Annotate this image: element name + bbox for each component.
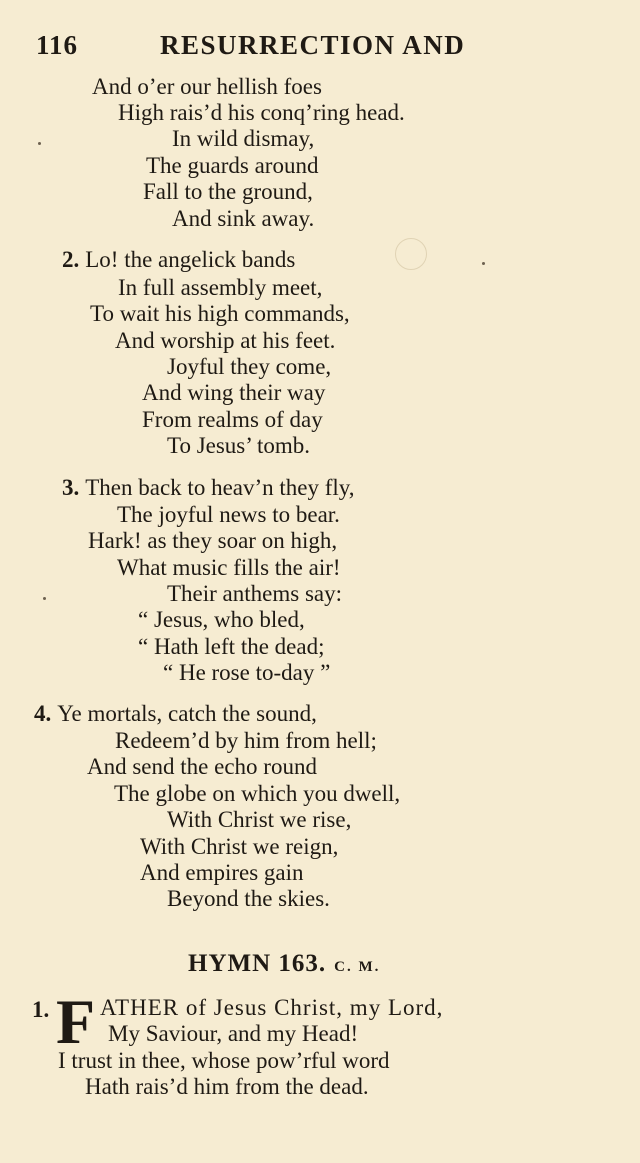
paper-speck	[482, 262, 485, 265]
verse-line-first: 2. Lo! the angelick bands	[62, 247, 296, 272]
verse-line: And wing their way	[142, 380, 326, 405]
verse-line: “ Jesus, who bled,	[138, 607, 305, 632]
verse-line: And worship at his feet.	[115, 328, 336, 353]
verse-line: “ He rose to-day ”	[163, 660, 331, 685]
verse-number: 2.	[62, 247, 80, 272]
verse-line: With Christ we rise,	[167, 807, 352, 832]
verse-line: The joyful news to bear.	[117, 502, 340, 527]
verse-line: And sink away.	[172, 206, 315, 231]
verse-line: And send the echo round	[87, 754, 317, 779]
verse-line: The globe on which you dwell,	[114, 781, 401, 806]
verse-line: In full assembly meet,	[118, 275, 323, 300]
paper-speck	[38, 142, 41, 145]
verse-line: Hath rais’d him from the dead.	[85, 1074, 369, 1099]
verse-line: What music fills the air!	[117, 555, 341, 580]
verse-number: 3.	[62, 475, 80, 500]
verse-line: And o’er our hellish foes	[92, 74, 322, 99]
verse-line: Fall to the ground,	[143, 179, 313, 204]
hymn-meter: C. M.	[334, 959, 381, 975]
running-head: RESURRECTION AND	[160, 30, 466, 60]
verse-line: In wild dismay,	[172, 126, 315, 151]
verse-line: To wait his high commands,	[90, 301, 350, 326]
verse-line: Hark! as they soar on high,	[88, 528, 338, 553]
drop-cap: F	[56, 986, 96, 1057]
verse-line: The guards around	[146, 153, 319, 178]
verse-line: Joyful they come,	[167, 354, 332, 379]
verse-line: With Christ we reign,	[140, 834, 339, 859]
page-header	[0, 28, 640, 64]
verse-line: I trust in thee, whose pow’rful word	[58, 1048, 390, 1073]
verse-line: High rais’d his conq’ring head.	[118, 100, 405, 125]
paper-speck	[43, 597, 46, 600]
hymn-verse-number: 1.	[32, 997, 50, 1022]
verse-line-first: 3. Then back to heav’n they fly,	[62, 475, 355, 500]
verse-line: ATHER of Jesus Christ, my Lord,	[100, 995, 444, 1020]
hymn-title: HYMN 163. C. M.	[188, 950, 381, 977]
verse-line: Their anthems say:	[167, 581, 343, 606]
verse-number: 4.	[34, 701, 52, 726]
verse-line: And empires gain	[140, 860, 304, 885]
verse-line: From realms of day	[142, 407, 323, 432]
verse-line: My Saviour, and my Head!	[108, 1021, 359, 1046]
verse-line: Beyond the skies.	[167, 886, 330, 911]
page-number: 116	[36, 30, 79, 60]
verse-line: To Jesus’ tomb.	[167, 433, 310, 458]
verse-line: Redeem’d by him from hell;	[115, 728, 377, 753]
verse-line-first: 4. Ye mortals, catch the sound,	[34, 701, 317, 726]
verse-line: “ Hath left the dead;	[138, 634, 325, 659]
paper-stain	[395, 238, 427, 270]
